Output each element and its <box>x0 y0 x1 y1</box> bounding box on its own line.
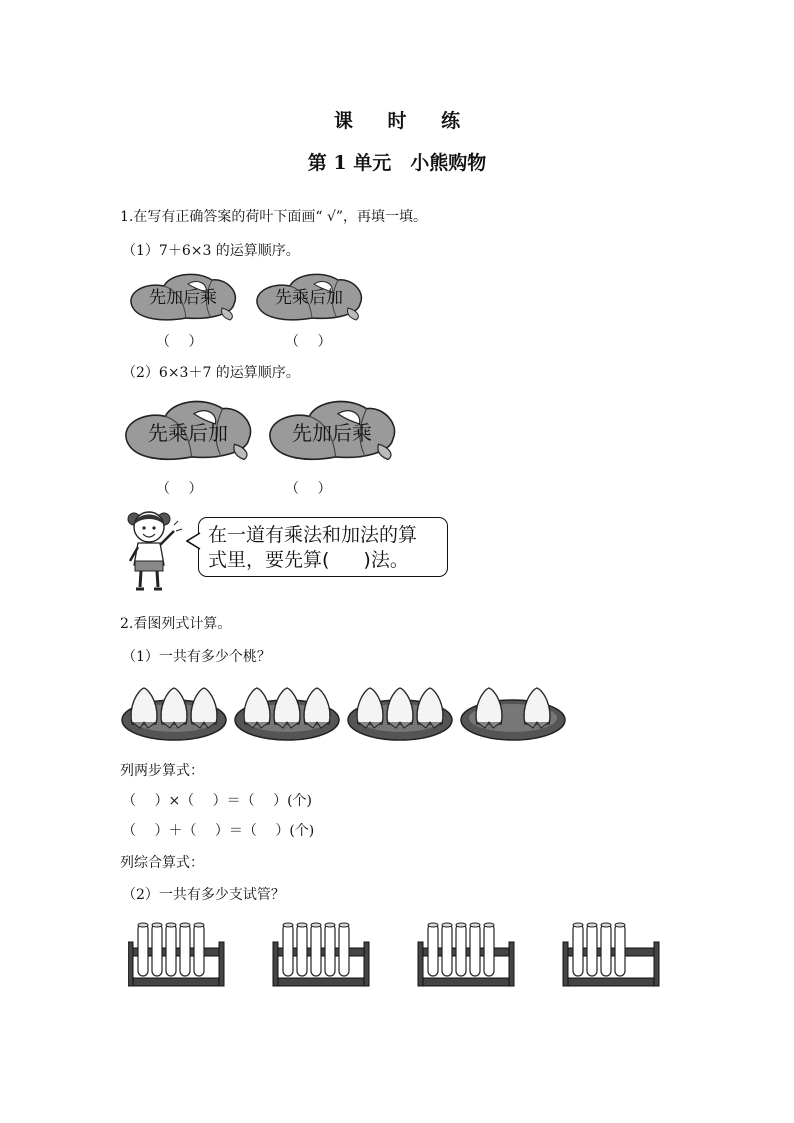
q2-part2-prompt: （2）一共有多少支试管？ <box>122 887 285 903</box>
test-tube-racks-illustration <box>128 918 668 990</box>
peach-icon <box>387 688 413 724</box>
peach-icon <box>244 688 270 724</box>
peach-icon <box>161 688 187 724</box>
lotus-leaf-label: 先加后乘 <box>292 421 372 445</box>
rack-base <box>563 978 659 986</box>
test-tube-icon <box>601 924 611 976</box>
rack-post <box>654 942 659 986</box>
test-tube-icon <box>166 924 176 976</box>
speech-bubble <box>198 517 448 577</box>
peach-plates-illustration <box>120 676 580 746</box>
page-title: 课 时 练 <box>333 110 475 132</box>
lotus-leaf-4[interactable] <box>264 396 400 462</box>
q1-part2-prompt: （2）6×3＋7 的运算顺序。 <box>122 365 300 381</box>
answer-blank[interactable]: （ ） <box>156 334 203 350</box>
rack-post <box>128 942 133 986</box>
test-tube-icon <box>194 924 204 976</box>
test-tube-icon <box>442 924 452 976</box>
plate <box>235 688 339 740</box>
girl-illustration <box>124 503 184 595</box>
q1-part1-prompt: （1）7＋6×3 的运算顺序。 <box>122 243 300 259</box>
q1-instruction: 1.在写有正确答案的荷叶下面画“ √”，再填一填。 <box>120 209 428 225</box>
test-tube-rack <box>563 923 659 986</box>
test-tube-icon <box>297 924 307 976</box>
test-tube-icon <box>325 924 335 976</box>
answer-blank[interactable]: （ ） <box>285 481 332 497</box>
lotus-leaf-label: 先乘后加 <box>275 288 343 308</box>
q2-instruction: 2.看图列式计算。 <box>120 616 232 632</box>
speech-line-2-end: )法。 <box>363 549 409 571</box>
test-tube-rack <box>273 923 369 986</box>
equation-multiplication[interactable]: （ ）×（ ）＝（ ）(个) <box>122 793 313 809</box>
test-tube-icon <box>615 924 625 976</box>
peach-icon <box>191 688 217 724</box>
test-tube-icon <box>283 924 293 976</box>
peach-icon <box>304 688 330 724</box>
test-tube-rack <box>418 923 514 986</box>
lotus-leaf-label: 先乘后加 <box>148 421 228 445</box>
equation-addition[interactable]: （ ）＋（ ）＝（ ）(个) <box>122 823 315 839</box>
test-tube-icon <box>484 924 494 976</box>
rack-base <box>273 978 369 986</box>
rack-post <box>273 942 278 986</box>
lotus-leaf-1[interactable] <box>126 270 240 322</box>
plate <box>348 688 452 740</box>
speech-line-2 <box>208 548 447 573</box>
test-tube-icon <box>138 924 148 976</box>
two-step-label: 列两步算式： <box>120 763 204 779</box>
peach-icon <box>274 688 300 724</box>
test-tube-icon <box>587 924 597 976</box>
rack-post <box>418 942 423 986</box>
rack-post <box>364 942 369 986</box>
test-tube-icon <box>180 924 190 976</box>
unit-title: 第 1 单元 小熊购物 <box>307 152 487 174</box>
plate <box>122 688 226 740</box>
peach-icon <box>524 688 550 724</box>
lotus-leaf-2[interactable] <box>252 270 366 322</box>
speech-bubble-tail <box>186 532 202 550</box>
rack-post <box>509 942 514 986</box>
test-tube-icon <box>470 924 480 976</box>
plate <box>461 688 565 740</box>
answer-blank[interactable]: （ ） <box>285 334 332 350</box>
answer-blank[interactable]: （ ） <box>156 481 203 497</box>
lotus-leaf-3[interactable] <box>120 396 256 462</box>
rack-base <box>128 978 224 986</box>
peach-icon <box>357 688 383 724</box>
lotus-leaf-label: 先加后乘 <box>149 288 217 308</box>
speech-line-1: 在一道有乘法和加法的算 <box>208 524 418 546</box>
peach-icon <box>476 688 502 724</box>
speech-line-2-start: 式里，要先算( <box>208 549 330 571</box>
q2-part1-prompt: （1）一共有多少个桃？ <box>122 649 271 665</box>
test-tube-rack <box>128 923 224 986</box>
rack-post <box>563 942 568 986</box>
peach-icon <box>417 688 443 724</box>
peach-icon <box>131 688 157 724</box>
test-tube-icon <box>428 924 438 976</box>
test-tube-icon <box>456 924 466 976</box>
test-tube-icon <box>573 924 583 976</box>
test-tube-icon <box>152 924 162 976</box>
rack-post <box>219 942 224 986</box>
test-tube-icon <box>311 924 321 976</box>
test-tube-icon <box>339 924 349 976</box>
rack-base <box>418 978 514 986</box>
combined-label: 列综合算式： <box>120 855 204 871</box>
